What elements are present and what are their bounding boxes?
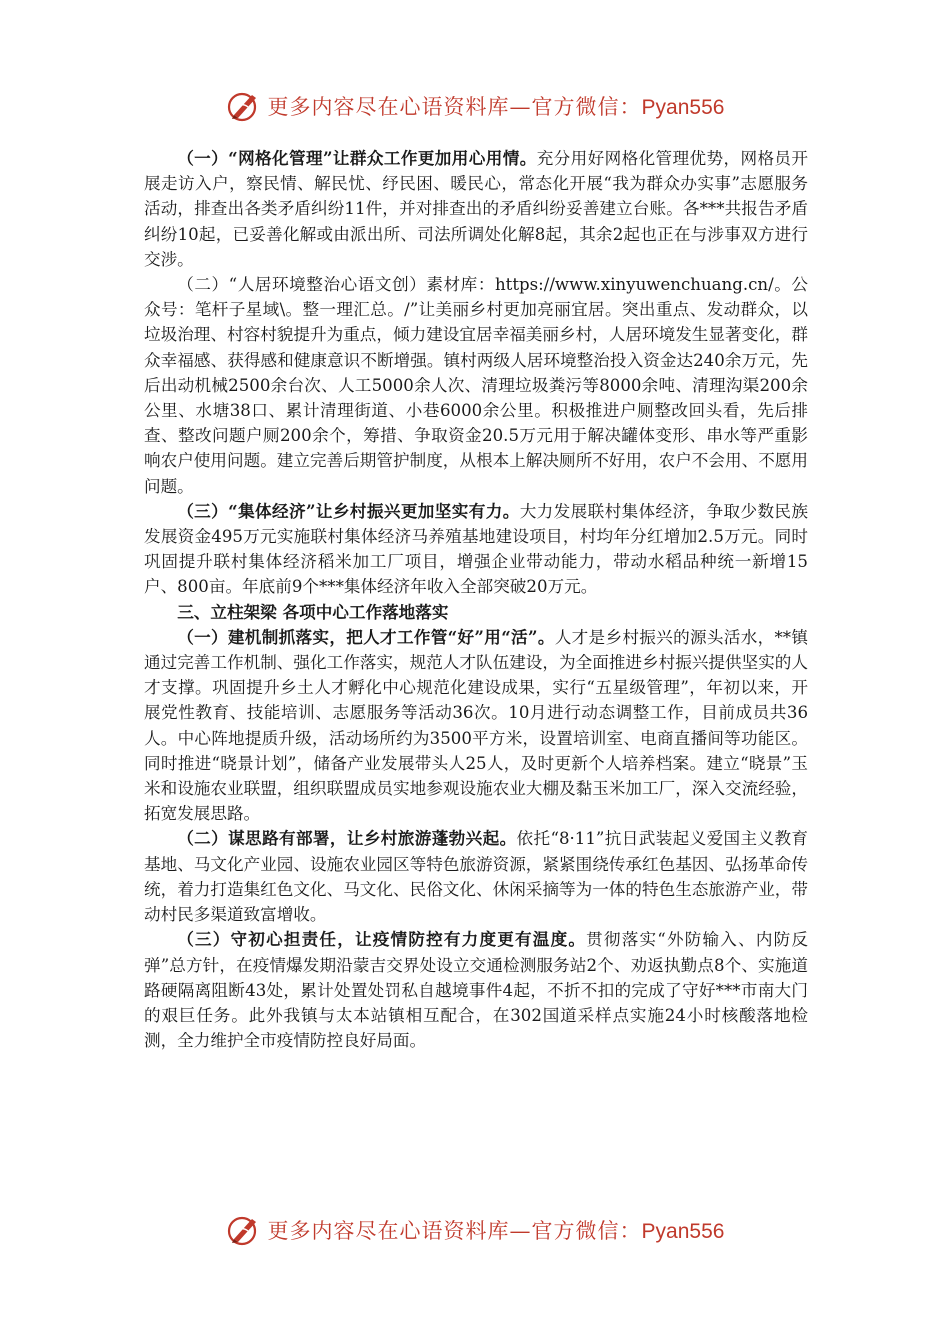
- section-heading-3: 三、立柱架梁 各项中心工作落地落实: [177, 601, 449, 622]
- watermark-text: 更多内容尽在心语资料库—官方微信：Pyan556: [267, 1219, 725, 1243]
- paragraph-lead: （二）谋思路有部署，让乡村旅游蓬勃兴起。: [177, 828, 517, 849]
- paragraph-lead: （三）“集体经济”让乡村振兴更加坚实有力。: [177, 500, 520, 521]
- pen-logo-icon: [226, 1212, 262, 1248]
- watermark-text: 更多内容尽在心语资料库—官方微信：Pyan556: [267, 95, 725, 119]
- paragraph-living-environment: [144, 272, 808, 499]
- paragraph-body: 贯彻落实“外防输入、内防反弹”总方针，在疫情爆发期沿蒙吉交界处设立交通检测服务站2个、劝返执勤点8个、实施道路硬隔离阻断43处，累计处置处罚私自越境事件4起，不折不扣的完成了守好***市南大门的艰巨任务。此外我镇与太本站镇相互配合，在302国道采样点实施24小时核酸落地检测，全力维护全市疫情防控良好局面。: [144, 930, 809, 1051]
- document-body: [144, 146, 808, 1053]
- paragraph-lead: （三）守初心担责任，让疫情防控有力度更有温度。: [177, 929, 587, 950]
- paragraph-grid-management: [144, 146, 808, 272]
- paragraph-rural-tourism: [144, 826, 808, 927]
- footer-watermark-banner: [0, 1208, 950, 1252]
- paragraph-lead: （一）“网格化管理”让群众工作更加用心用情。: [177, 148, 537, 168]
- paragraph-lead: （一）建机制抓落实，把人才工作管“好”用“活”。: [177, 626, 555, 647]
- paragraph-body: （二）“人居环境整治心语文创）素材库：https://www.xinyuwenchuang.cn/。公众号：笔杆子星域\。整一理汇总。/”让美丽乡村更加亮丽宜居。突出重点、发动群众，以垃圾治理、村容村貌提升为重点，倾力建设宜居幸福美丽乡村，人居环境发生显著变化，群众幸福感、获得感和健康意识不断增强。镇村两级人居环境整治投入资金达240余万元，先后出动机械2500余台次、人工5000余人次、清理垃圾粪污等8000余吨、清理沟渠200余公里、水塘38口、累计清理街道、小巷6000余公里。积极推进户厕整改回头看，先后排查、整改问题户厕200余个，筹措、争取资金20.5万元用于解决罐体变形、串水等严重影响农户使用问题。建立完善后期管护制度，从根本上解决厕所不好用，农户不会用、不愿用问题。: [144, 275, 808, 496]
- paragraph-epidemic-control: [144, 927, 808, 1053]
- header-watermark-banner: [0, 84, 950, 128]
- paragraph-body: 充分用好网格化管理优势，网格员开展走访入户，察民情、解民忧、纾民困、暖民心，常态化开展“我为群众办实事”志愿服务活动，排查出各类矛盾纠纷11件，并对排查出的矛盾纠纷妥善建立台账。各***共报告矛盾纠纷10起，已妥善化解或由派出所、司法所调处化解8起，其余2起也正在与涉事双方进行交涉。: [144, 149, 809, 269]
- paragraph-body: 依托“8·11”抗日武装起义爱国主义教育基地、马文化产业园、设施农业园区等特色旅游资源，紧紧围绕传承红色基因、弘扬革命传统，着力打造集红色文化、马文化、民俗文化、休闲采摘等为一体的特色生态旅游产业，带动村民多渠道致富增收。: [144, 829, 809, 925]
- paragraph-talent-work: [144, 625, 808, 827]
- pen-logo-icon: [226, 88, 262, 124]
- paragraph-body: 大力发展联村集体经济，争取少数民族发展资金495万元实施联村集体经济马养殖基地建设项目，村均年分红增加2.5万元。同时巩固提升联村集体经济稻米加工厂项目，增强企业带动能力，带动水稻品种统一新增15户、800亩。年底前9个***集体经济年收入全部突破20万元。: [144, 501, 808, 597]
- paragraph-body: 人才是乡村振兴的源头活水，**镇通过完善工作机制、强化工作落实，规范人才队伍建设，为全面推进乡村振兴提供坚实的人才支撑。巩固提升乡土人才孵化中心规范化建设成果，实行“五星级管理”，年初以来，开展党性教育、技能培训、志愿服务等活动36次。10月进行动态调整工作，目前成员共36人。中心阵地提质升级，活动场所约为3500平方米，设置培训室、电商直播间等功能区。同时推进“晓景计划”，储备产业发展带头人25人，及时更新个人培养档案。建立“晓景”玉米和设施农业联盟，组织联盟成员实地参观设施农业大棚及黏玉米加工厂，深入交流经验，拓宽发展思路。: [144, 627, 809, 824]
- paragraph-collective-economy: [144, 499, 808, 600]
